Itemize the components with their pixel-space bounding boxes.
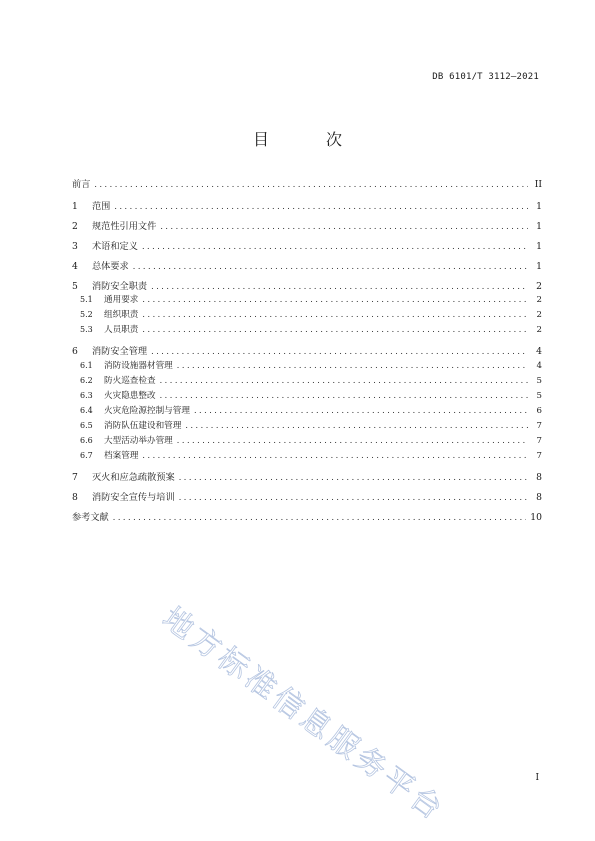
toc-entry-label: 前言 (72, 179, 91, 190)
toc-entry[interactable] (72, 473, 542, 482)
toc-entry-page: 1 (536, 201, 542, 212)
toc-leader-dots (142, 452, 528, 460)
toc-entry-page: 2 (536, 281, 542, 292)
watermark: 地方标准信息服务平台 (155, 600, 452, 829)
toc-entry-page: 1 (536, 261, 542, 272)
toc-entry-label: 大型活动举办管理 (104, 436, 173, 446)
toc-leader-dots (160, 377, 528, 385)
toc-entry-label: 档案管理 (104, 451, 139, 461)
toc-entry-number: 1 (72, 201, 78, 212)
toc-entry[interactable] (72, 437, 542, 446)
toc-leader-dots (177, 362, 528, 370)
toc-entry-label: 组织职责 (104, 310, 139, 320)
toc-entry-label: 消防安全职责 (92, 281, 148, 292)
toc-entry-number: 5.3 (80, 325, 93, 334)
toc-entry[interactable] (72, 202, 542, 211)
toc-entry-number: 6.4 (80, 406, 93, 415)
toc-leader-dots (94, 181, 528, 189)
toc-entry-page: 1 (536, 241, 542, 252)
toc-leader-dots (177, 437, 528, 445)
toc-leader-dots (142, 296, 528, 304)
toc-entry-label: 消防安全宣传与培训 (92, 492, 175, 503)
toc-leader-dots (194, 407, 528, 415)
toc-leader-dots (179, 494, 528, 502)
toc-entry-page: 8 (536, 472, 542, 483)
toc-entry-page: 1 (536, 221, 542, 232)
toc-entry-label: 参考文献 (72, 512, 109, 523)
toc-entry-page: 7 (536, 451, 542, 461)
toc-entry-number: 3 (72, 241, 78, 252)
toc-entry-number: 2 (72, 221, 78, 232)
toc-entry[interactable] (72, 422, 542, 431)
toc-entry-label: 人员职责 (104, 325, 139, 335)
toc-entry-number: 5.1 (80, 295, 93, 304)
toc-entry-number: 6.6 (80, 436, 93, 445)
toc-entry-page: 4 (536, 361, 542, 371)
page-number: I (535, 773, 539, 783)
toc-entry[interactable] (72, 362, 542, 371)
toc-entry-page: 7 (536, 436, 542, 446)
toc-entry[interactable] (72, 392, 542, 401)
toc-entry-number: 4 (72, 261, 78, 272)
toc-entry[interactable] (72, 513, 542, 522)
toc-entry-label: 火灾隐患整改 (104, 391, 156, 401)
toc-leader-dots (113, 514, 527, 522)
toc-leader-dots (142, 311, 528, 319)
toc-entry-page: 5 (536, 391, 542, 401)
standard-code: DB 6101/T 3112—2021 (432, 72, 539, 82)
toc-entry-number: 6.7 (80, 451, 93, 460)
toc-entry-page: II (534, 179, 542, 190)
toc-entry-page: 8 (536, 492, 542, 503)
toc-entry-page: 2 (536, 295, 542, 305)
toc-entry[interactable] (72, 311, 542, 320)
toc-leader-dots (160, 223, 528, 231)
toc-entry-label: 规范性引用文件 (92, 221, 157, 232)
toc-entry[interactable] (72, 222, 542, 231)
toc-leader-dots (142, 243, 528, 251)
toc-entry-number: 5.2 (80, 310, 93, 319)
toc-entry[interactable] (72, 407, 542, 416)
toc-entry-label: 消防设施器材管理 (104, 361, 173, 371)
toc-entry-page: 2 (536, 310, 542, 320)
toc-leader-dots (133, 263, 528, 271)
toc-entry-number: 6.5 (80, 421, 93, 430)
toc-entry-label: 总体要求 (92, 261, 129, 272)
toc-entry[interactable] (72, 452, 542, 461)
toc-entry-label: 防火巡查检查 (104, 376, 156, 386)
toc-entry-label: 火灾危险源控制与管理 (104, 406, 190, 416)
toc-entry-label: 通用要求 (104, 295, 139, 305)
toc-leader-dots (151, 283, 528, 291)
toc-entry-number: 8 (72, 492, 78, 503)
toc-entry-page: 4 (536, 346, 542, 357)
toc-entry-number: 5 (72, 281, 78, 292)
toc-entry-page: 6 (536, 406, 542, 416)
toc-entry-label: 范围 (92, 201, 111, 212)
toc-entry-number: 7 (72, 472, 78, 483)
toc-entry-page: 7 (536, 421, 542, 431)
toc-leader-dots (185, 422, 528, 430)
toc-entry-page: 5 (536, 376, 542, 386)
toc-entry-label: 术语和定义 (92, 241, 138, 252)
toc-leader-dots (160, 392, 528, 400)
toc-entry-number: 6.3 (80, 391, 93, 400)
toc-leader-dots (114, 203, 528, 211)
page-title: 目 次 (252, 130, 369, 149)
toc-entry[interactable] (72, 262, 542, 271)
toc-entry[interactable] (72, 347, 542, 356)
toc-entry-label: 消防安全管理 (92, 346, 148, 357)
toc-leader-dots (142, 326, 528, 334)
toc-entry-label: 消防队伍建设和管理 (104, 421, 182, 431)
toc-entry-page: 10 (530, 512, 542, 523)
toc-entry-number: 6 (72, 346, 78, 357)
toc-entry-number: 6.2 (80, 376, 93, 385)
toc-entry[interactable] (72, 282, 542, 291)
toc-entry[interactable] (72, 242, 542, 251)
toc-leader-dots (151, 348, 528, 356)
toc-entry[interactable] (72, 377, 542, 386)
toc-entry-page: 2 (536, 325, 542, 335)
toc-entry[interactable] (72, 180, 542, 189)
toc-entry[interactable] (72, 296, 542, 305)
toc-entry-label: 灭火和应急疏散预案 (92, 472, 175, 483)
toc-entry[interactable] (72, 326, 542, 335)
toc-entry-number: 6.1 (80, 361, 93, 370)
toc-leader-dots (179, 474, 528, 482)
toc-entry[interactable] (72, 493, 542, 502)
